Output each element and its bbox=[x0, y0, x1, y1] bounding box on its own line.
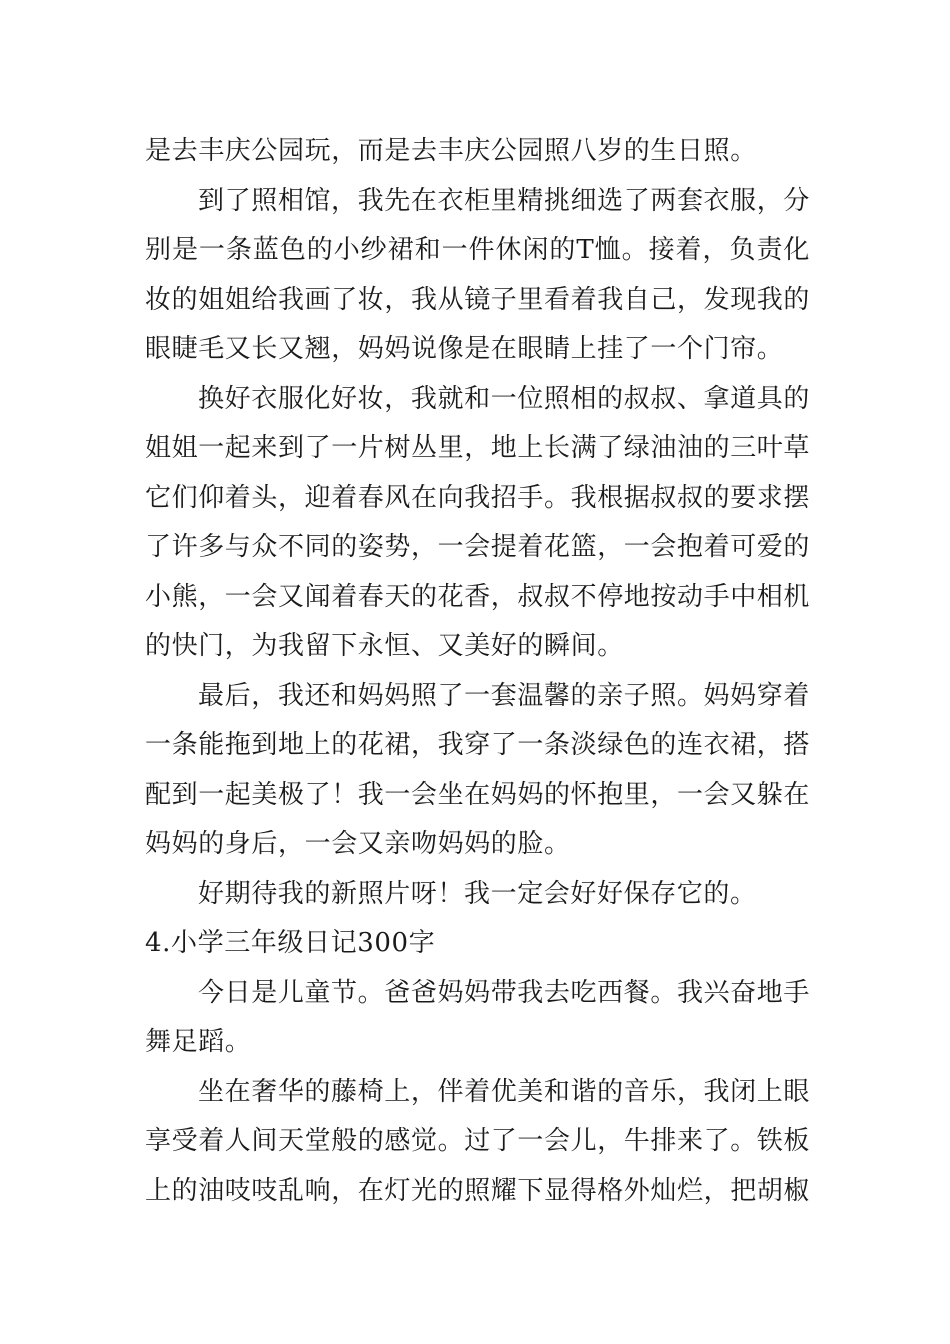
paragraph-closing: 好期待我的新照片呀！我一定会好好保存它的。 bbox=[198, 878, 757, 909]
paragraph-outdoor-shoot: 换好衣服化好妆，我就和一位照相的叔叔、拿道具的姐姐一起来到了一片树丛里，地上长满了绿油油的三叶草它们仰着头，迎着春风在向我招手。我根据叔叔的要求摆了许多与众不同的姿势，一会提着花篮，一会抱着可爱的小熊，一会又闻着春天的花香，叔叔不停地按动手中相机的快门，为我留下永恒、又美好的瞬间。 bbox=[145, 383, 811, 661]
section-heading: 4.小学三年级日记300字 bbox=[145, 928, 436, 958]
paragraph-continuation: 是去丰庆公园玩，而是去丰庆公园照八岁的生日照。 bbox=[145, 136, 757, 166]
document-page bbox=[145, 127, 810, 1216]
paragraph-family-photo: 最后，我还和妈妈照了一套温馨的亲子照。妈妈穿着一条能拖到地上的花裙，我穿了一条淡绿色的连衣裙，搭配到一起美极了！我一会坐在妈妈的怀抱里，一会又躲在妈妈的身后，一会又亲吻妈妈的脸。 bbox=[145, 680, 811, 859]
paragraph-restaurant: 坐在奢华的藤椅上，伴着优美和谐的音乐，我闭上眼享受着人间天堂般的感觉。过了一会儿，牛排来了。铁板上的油吱吱乱响，在灯光的照耀下显得格外灿烂，把胡椒 bbox=[145, 1076, 811, 1206]
paragraph-childrens-day: 今日是儿童节。爸爸妈妈带我去吃西餐。我兴奋地手舞足蹈。 bbox=[145, 977, 810, 1057]
paragraph-photo-studio: 到了照相馆，我先在衣柜里精挑细选了两套衣服，分别是一条蓝色的小纱裙和一件休闲的T恤。接着，负责化妆的姐姐给我画了妆，我从镜子里看着我自己，发现我的眼睫毛又长又翘，妈妈说像是在眼睛上挂了一个门帘。 bbox=[145, 185, 811, 364]
